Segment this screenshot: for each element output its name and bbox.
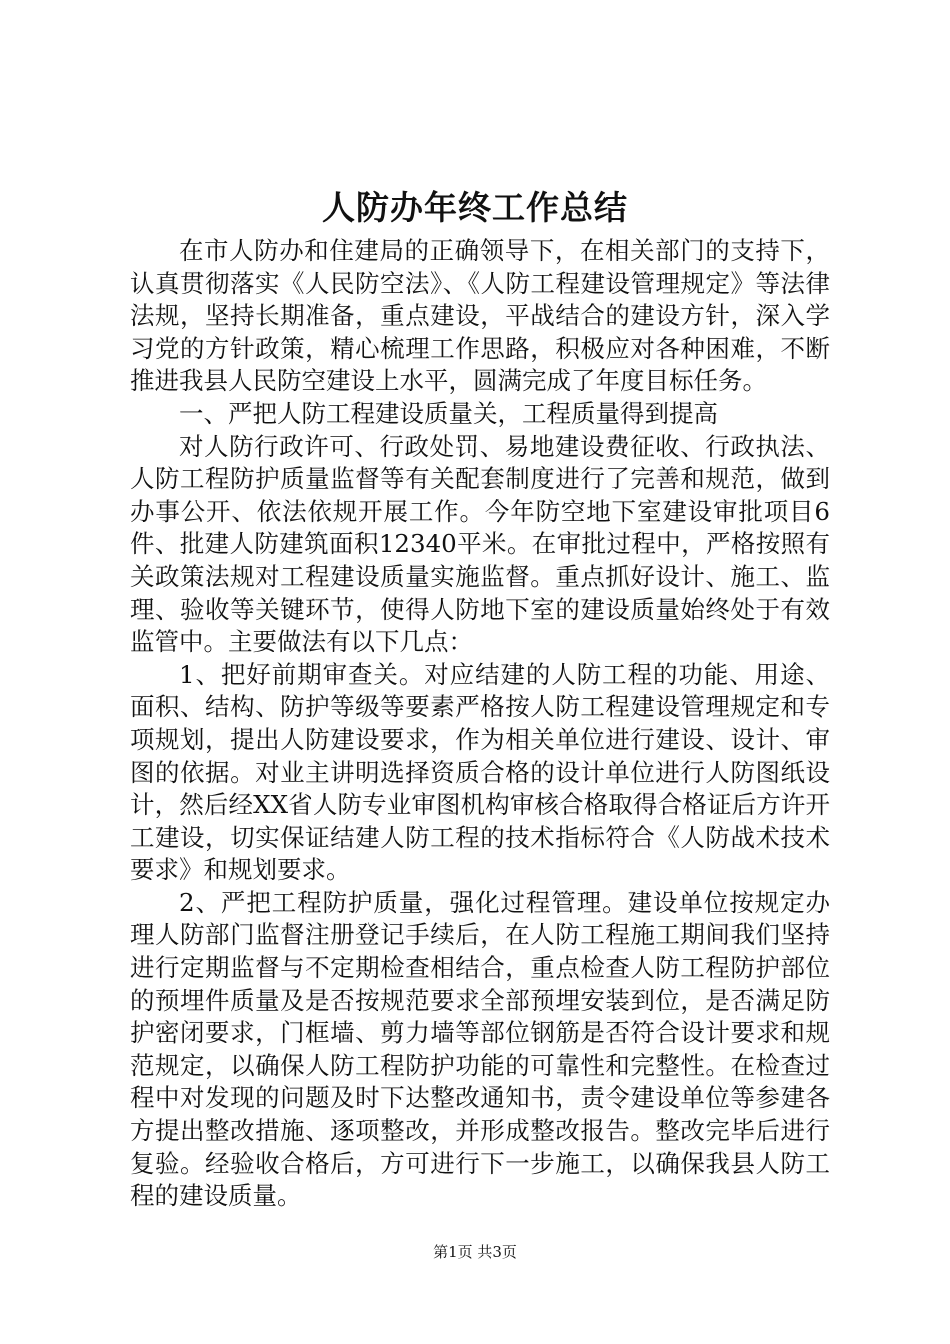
paragraph-intro: 在市人防办和住建局的正确领导下，在相关部门的支持下，认真贯彻落实《人民防空法》、《人防工程建设管理规定》等法律法规，坚持长期准备，重点建设，平战结合的建设方针，深入学习党的方针政策，精心梳理工作思路，积极应对各种困难，不断推进我县人民防空建设上水平，圆满完成了年度目标任务。	[130, 236, 830, 396]
page-footer: 第1页 共3页	[433, 1243, 517, 1261]
paragraph-item-2: 2、严把工程防护质量，强化过程管理。建设单位按规定办理人防部门监督注册登记手续后，在人防工程施工期间我们坚持进行定期监督与不定期检查相结合，重点检查人防工程防护部位的预埋件质量及是否按规范要求全部预埋安装到位，是否满足防护密闭要求，门框墙、剪力墙等部位钢筋是否符合设计要求和规范规定，以确保人防工程防护功能的可靠性和完整性。在检查过程中对发现的问题及时下达整改通知书，责令建设单位等参建各方提出整改措施、逐项整改，并形成整改报告。整改完毕后进行复验。经验收合格后，方可进行下一步施工，以确保我县人防工程的建设质量。	[130, 887, 830, 1211]
section-heading-1: 一、严把人防工程建设质量关，工程质量得到提高	[179, 398, 718, 428]
paragraph-item-1: 1、把好前期审查关。对应结建的人防工程的功能、用途、面积、结构、防护等级等要素严格按人防工程建设管理规定和专项规划，提出人防建设要求，作为相关单位进行建设、设计、审图的依据。对业主讲明选择资质合格的设计单位进行人防图纸设计，然后经XX省人防专业审图机构审核合格取得合格证后方许开工建设，切实保证结建人防工程的技术指标符合《人防战术技术要求》和规划要求。	[130, 659, 830, 885]
paragraph-section-1: 对人防行政许可、行政处罚、易地建设费征收、行政执法、人防工程防护质量监督等有关配套制度进行了完善和规范，做到办事公开、依法依规开展工作。今年防空地下室建设审批项目6件、批建人防建筑面积12340平米。在审批过程中，严格按照有关政策法规对工程建设质量实施监督。重点抓好设计、施工、监理、验收等关键环节，使得人防地下室的建设质量始终处于有效监管中。主要做法有以下几点：	[130, 431, 830, 657]
document-title: 人防办年终工作总结	[322, 188, 628, 227]
document-body	[130, 235, 830, 1213]
